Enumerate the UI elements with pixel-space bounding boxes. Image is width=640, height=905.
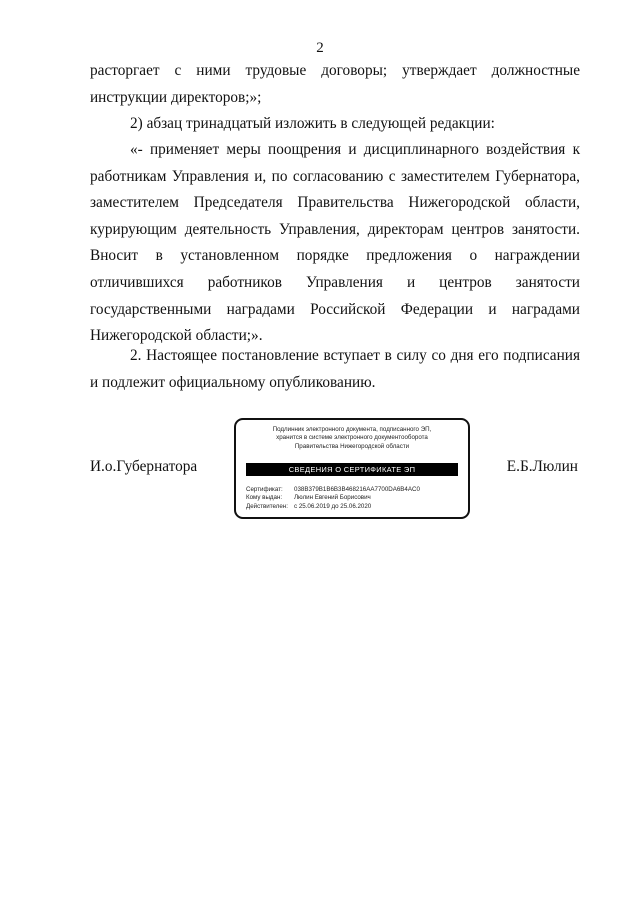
paragraph-4: 2. Настоящее постановление вступает в силу со дня его подписания и подлежит официальному опубликованию. bbox=[90, 347, 580, 391]
certificate-value: 038B379B1B6B3B468216AA7700DA6B4AC0 bbox=[294, 486, 420, 493]
stamp-header-line: Подлинник электронного документа, подписанного ЭП, bbox=[272, 426, 432, 433]
signatory-name: Е.Б.Люлин bbox=[506, 458, 578, 475]
certificate-label: Сертификат: bbox=[246, 486, 283, 493]
stamp-header bbox=[236, 426, 468, 451]
validity-value: с 25.06.2019 до 25.06.2020 bbox=[294, 502, 372, 510]
stamp-header-line: Правительства Нижегородской области bbox=[294, 442, 410, 450]
issued-to-row bbox=[246, 494, 420, 502]
paragraph-1: расторгает с ними трудовые договоры; утверждает должностные инструкции директоров;»; bbox=[90, 62, 580, 106]
stamp-header-line: хранится в системе электронного документооборота bbox=[276, 434, 428, 442]
stamp-details bbox=[246, 486, 420, 511]
paragraph-2: 2) абзац тринадцатый изложить в следующей редакции: bbox=[130, 115, 495, 132]
paragraph-3: «- применяет меры поощрения и дисциплинарного воздействия к работникам Управления и, по согласованию с заместителем Губернатора, заместителем Председателя Правительства Нижегородской области, курирующим деятельность Управления, директорам центров занятости. Вносит в установленном порядке предложения о награждении отличившихся работников Управления и центров занятости государственными наградами Российской Федерации и наградами Нижегородской области;». bbox=[90, 141, 580, 345]
validity-label: Действителен: bbox=[246, 502, 288, 510]
validity-row bbox=[246, 503, 420, 511]
stamp-title-bar: СВЕДЕНИЯ О СЕРТИФИКАТЕ ЭП bbox=[246, 463, 458, 476]
issued-to-label: Кому выдан: bbox=[246, 494, 283, 502]
electronic-signature-stamp bbox=[234, 418, 470, 519]
certificate-row bbox=[246, 486, 420, 494]
page-number: 2 bbox=[316, 40, 324, 56]
signatory-position: И.о.Губернатора bbox=[90, 458, 198, 475]
issued-to-value: Люлин Евгений Борисович bbox=[294, 494, 371, 502]
